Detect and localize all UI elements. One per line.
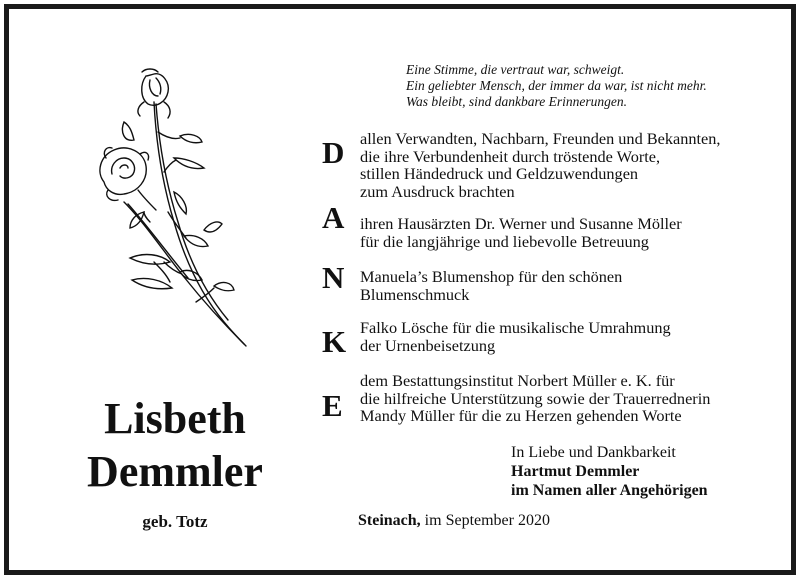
quote-line: Eine Stimme, die vertraut war, schweigt.	[406, 62, 625, 77]
deceased-last-name: Demmler	[87, 447, 263, 496]
quote	[406, 62, 707, 110]
signature-family: im Namen aller Angehörigen	[511, 482, 708, 499]
thanks-line: die hilfreiche Unterstützung sowie der Trauerrednerin	[360, 388, 711, 408]
thanks-line: allen Verwandten, Nachbarn, Freunden und Bekannten,	[360, 129, 721, 148]
thanks-line: der Urnenbeisetzung	[360, 335, 496, 355]
quote-line: Ein geliebter Mensch, der immer da war, ist nicht mehr.	[406, 78, 707, 93]
thanks-text	[360, 130, 720, 200]
thanks-line: Manuela’s Blumenshop für den schönen	[360, 267, 623, 286]
thanks-line: dem Bestattungsinstitut Norbert Müller e. K. für	[360, 371, 675, 390]
thanks-text	[360, 319, 671, 354]
date: im September 2020	[424, 512, 550, 529]
thanks-letter: E	[322, 388, 343, 423]
thanks-letter: K	[322, 324, 347, 359]
place: Steinach,	[358, 512, 421, 529]
thanks-line: Blumenschmuck	[360, 284, 470, 304]
thanks-line: stillen Händedruck und Geldzuwendungen	[360, 164, 639, 183]
thanks-text	[360, 372, 710, 425]
thanks-line: Falko Lösche für die musikalische Umrahmung	[360, 318, 671, 337]
thanks-text	[360, 268, 622, 303]
signature	[511, 443, 708, 500]
signature-intro: In Liebe und Dankbarkeit	[511, 444, 676, 461]
thanks-letter: A	[322, 200, 345, 235]
thanks-text	[360, 215, 682, 250]
place-date	[358, 512, 550, 530]
thanks-line: ihren Hausärzten Dr. Werner und Susanne Möller	[360, 214, 682, 233]
quote-line: Was bleibt, sind dankbare Erinnerungen.	[406, 94, 627, 109]
signature-name: Hartmut Demmler	[511, 463, 640, 480]
deceased-birth-name: geb. Totz	[142, 512, 208, 531]
thanks-line: für die langjährige und liebevolle Betreuung	[360, 231, 649, 251]
thanks-letter: D	[322, 135, 345, 170]
thanks-line: die ihre Verbundenheit durch tröstende Worte,	[360, 146, 661, 166]
rose-drawing-icon	[84, 62, 264, 352]
deceased-first-name: Lisbeth	[104, 394, 246, 443]
thanks-line: Mandy Müller für die zu Herzen gehenden Worte	[360, 406, 682, 425]
thanks-letter: N	[322, 260, 345, 295]
thanks-line: zum Ausdruck brachten	[360, 181, 515, 201]
